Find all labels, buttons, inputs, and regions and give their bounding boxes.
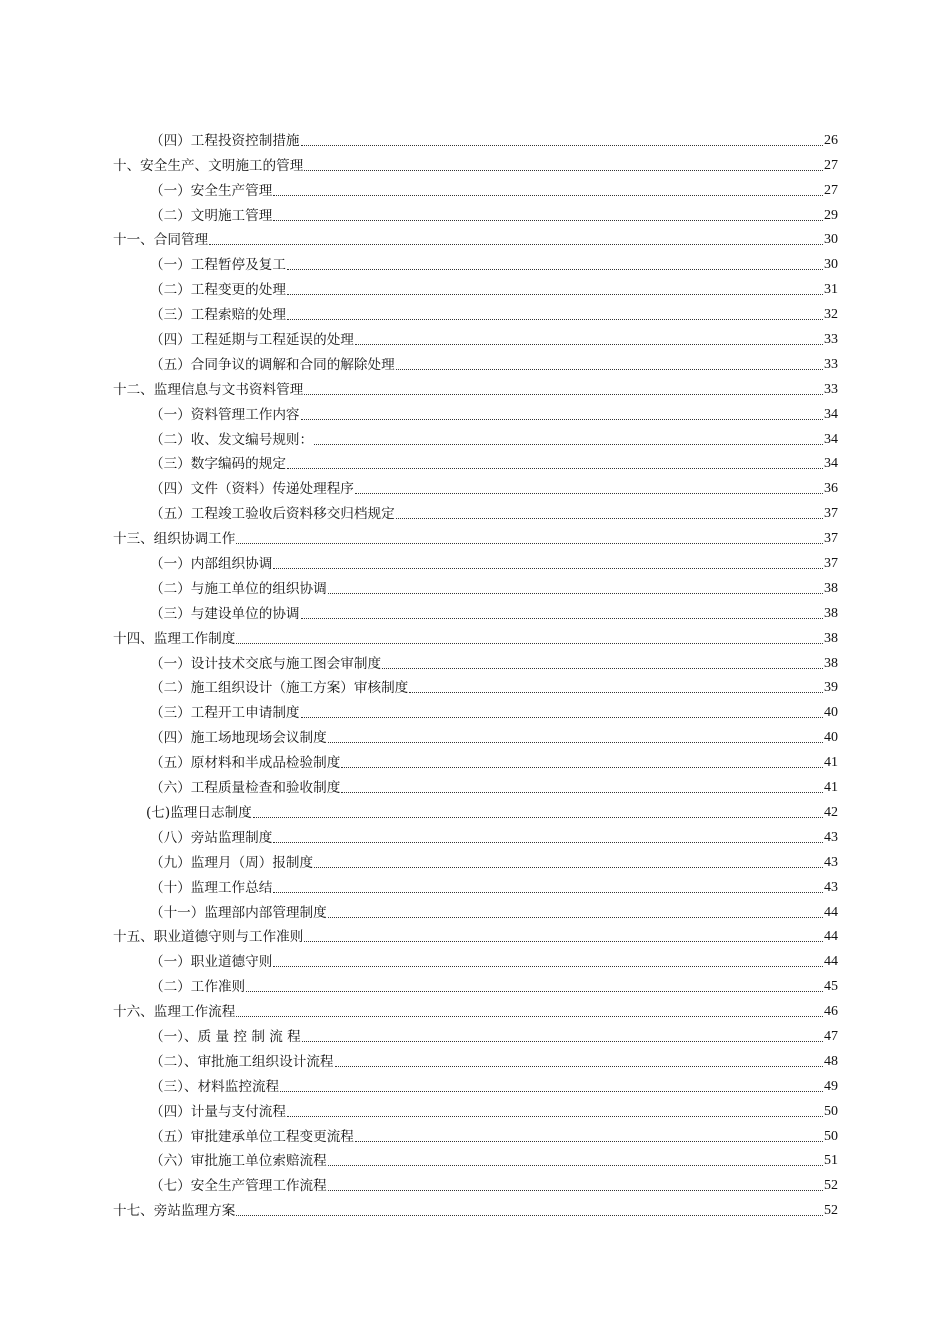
toc-entry-title: （四）工程延期与工程延误的处理 (150, 332, 354, 349)
toc-entry-title: （五）审批建承单位工程变更流程 (150, 1128, 354, 1145)
toc-entry-page-number: 49 (824, 1078, 838, 1094)
toc-entry-title: （一）内部组织协调 (150, 556, 273, 573)
toc-entry[interactable] (113, 298, 838, 323)
dot-leader (273, 567, 823, 569)
toc-entry[interactable] (113, 647, 838, 672)
toc-entry-page-number: 52 (824, 1203, 838, 1219)
toc-entry-title: 十五、职业道德守则与工作准则 (113, 929, 304, 946)
table-of-contents (113, 124, 838, 1219)
dot-leader (304, 940, 823, 942)
toc-entry-page-number: 33 (824, 332, 838, 348)
toc-entry-title: （一）工程暂停及复工 (150, 257, 286, 274)
toc-entry-title: 十六、监理工作流程 (113, 1004, 236, 1021)
dot-leader (335, 1065, 823, 1067)
toc-entry-page-number: 29 (824, 207, 838, 223)
toc-entry-title: （六）审批施工单位索赔流程 (150, 1153, 327, 1170)
toc-entry[interactable] (113, 796, 838, 821)
toc-entry-title: （一）资料管理工作内容 (150, 406, 300, 423)
toc-entry-page-number: 41 (824, 780, 838, 796)
dot-leader (301, 716, 823, 718)
dot-leader (253, 816, 823, 818)
dot-leader (304, 169, 823, 171)
toc-entry-title: 十三、组织协调工作 (113, 531, 236, 548)
toc-entry-title: 十七、旁站监理方案 (113, 1203, 236, 1220)
toc-entry[interactable] (113, 821, 838, 846)
dot-leader (273, 891, 823, 893)
toc-entry-title: （四）工程投资控制措施 (150, 132, 300, 149)
toc-entry-page-number: 50 (824, 1128, 838, 1144)
dot-leader (301, 418, 823, 420)
dot-leader (236, 542, 823, 544)
toc-entry[interactable] (113, 1095, 838, 1120)
toc-entry[interactable] (113, 522, 838, 547)
toc-entry-page-number: 46 (824, 1004, 838, 1020)
toc-entry[interactable] (113, 199, 838, 224)
toc-entry-page-number: 37 (824, 506, 838, 522)
dot-leader (287, 268, 823, 270)
dot-leader (328, 1189, 823, 1191)
dot-leader (273, 965, 823, 967)
dot-leader (382, 667, 823, 669)
toc-entry-page-number: 27 (824, 182, 838, 198)
toc-entry-page-number: 48 (824, 1053, 838, 1069)
toc-entry-page-number: 32 (824, 307, 838, 323)
dot-leader (273, 841, 823, 843)
toc-entry-title: （五）工程竣工验收后资料移交归档规定 (150, 506, 395, 523)
toc-entry[interactable] (113, 1120, 838, 1145)
toc-entry-title: 十二、监理信息与文书资料管理 (113, 381, 304, 398)
toc-entry-page-number: 26 (824, 132, 838, 148)
toc-entry[interactable] (113, 871, 838, 896)
toc-entry-page-number: 38 (824, 605, 838, 621)
toc-entry-title: （三）工程开工申请制度 (150, 705, 300, 722)
dot-leader (314, 443, 823, 445)
toc-entry-page-number: 44 (824, 954, 838, 970)
toc-entry-page-number: 51 (824, 1153, 838, 1169)
toc-entry[interactable] (113, 1145, 838, 1170)
dot-leader (409, 691, 823, 693)
toc-entry-page-number: 31 (824, 282, 838, 298)
toc-entry[interactable] (113, 622, 838, 647)
dot-leader (301, 144, 823, 146)
dot-leader (355, 343, 823, 345)
toc-entry[interactable] (113, 746, 838, 771)
toc-entry-title: （十一）监理部内部管理制度 (150, 904, 327, 921)
toc-entry-page-number: 30 (824, 232, 838, 248)
toc-entry[interactable] (113, 572, 838, 597)
toc-entry[interactable] (113, 323, 838, 348)
toc-entry[interactable] (113, 1194, 838, 1219)
toc-entry-page-number: 43 (824, 829, 838, 845)
toc-entry-title: （五）合同争议的调解和合同的解除处理 (150, 356, 395, 373)
toc-entry-title: （一）职业道德守则 (150, 954, 273, 971)
toc-entry-page-number: 47 (824, 1028, 838, 1044)
dot-leader (328, 916, 823, 918)
toc-entry-title: （二）文明施工管理 (150, 207, 273, 224)
dot-leader (209, 243, 823, 245)
toc-entry-page-number: 34 (824, 456, 838, 472)
toc-entry-title: 十四、监理工作制度 (113, 630, 236, 647)
dot-leader (287, 318, 823, 320)
dot-leader (236, 1214, 823, 1216)
toc-entry-title: （六）工程质量检查和验收制度 (150, 780, 341, 797)
dot-leader (287, 293, 823, 295)
dot-leader (341, 766, 823, 768)
toc-entry-title: (七)监理日志制度 (146, 804, 252, 821)
toc-entry-page-number: 38 (824, 580, 838, 596)
toc-entry[interactable] (113, 771, 838, 796)
toc-entry-title: （四）计量与支付流程 (150, 1103, 286, 1120)
toc-entry[interactable] (113, 696, 838, 721)
toc-entry-title: （一）安全生产管理 (150, 182, 273, 199)
dot-leader (396, 368, 823, 370)
toc-entry[interactable] (113, 224, 838, 249)
toc-entry-title: （十）监理工作总结 (150, 879, 273, 896)
toc-entry-title: （三）工程索赔的处理 (150, 307, 286, 324)
toc-entry[interactable] (113, 423, 838, 448)
dot-leader (355, 1140, 823, 1142)
toc-entry-page-number: 34 (824, 431, 838, 447)
toc-entry[interactable] (113, 373, 838, 398)
dot-leader (236, 1015, 823, 1017)
dot-leader (328, 592, 823, 594)
toc-entry-title: （二）工作准则 (150, 979, 246, 996)
toc-entry[interactable] (113, 945, 838, 970)
toc-entry[interactable] (113, 721, 838, 746)
dot-leader (396, 517, 823, 519)
toc-entry-title: （四）施工场地现场会议制度 (150, 730, 327, 747)
dot-leader (328, 741, 823, 743)
toc-entry-page-number: 43 (824, 879, 838, 895)
toc-entry-page-number: 43 (824, 854, 838, 870)
toc-entry[interactable] (113, 672, 838, 697)
toc-entry-title: （二）、审批施工组织设计流程 (150, 1053, 334, 1070)
toc-entry[interactable] (113, 448, 838, 473)
toc-entry-title: （八）旁站监理制度 (150, 829, 273, 846)
toc-entry-page-number: 40 (824, 705, 838, 721)
toc-entry[interactable] (113, 547, 838, 572)
toc-entry-page-number: 38 (824, 655, 838, 671)
toc-entry-title: （二）施工组织设计（施工方案）审核制度 (150, 680, 409, 697)
dot-leader (302, 1040, 823, 1042)
dot-leader (328, 1164, 823, 1166)
toc-entry-title: 十一、合同管理 (113, 232, 209, 249)
toc-entry[interactable] (113, 597, 838, 622)
toc-entry[interactable] (113, 398, 838, 423)
toc-entry[interactable] (113, 1169, 838, 1194)
toc-entry[interactable] (113, 921, 838, 946)
dot-leader (280, 1090, 823, 1092)
dot-leader (341, 791, 823, 793)
toc-entry[interactable] (113, 348, 838, 373)
toc-entry[interactable] (113, 497, 838, 522)
dot-leader (304, 393, 823, 395)
toc-entry[interactable] (113, 273, 838, 298)
toc-entry-page-number: 45 (824, 979, 838, 995)
toc-entry-page-number: 37 (824, 556, 838, 572)
toc-entry[interactable] (113, 174, 838, 199)
toc-entry[interactable] (113, 124, 838, 149)
toc-entry-title: 十、安全生产、文明施工的管理 (113, 157, 304, 174)
toc-entry[interactable] (113, 846, 838, 871)
toc-entry-page-number: 44 (824, 929, 838, 945)
toc-entry-title: （一）、质 量 控 制 流 程 (150, 1028, 301, 1045)
toc-entry[interactable] (113, 1020, 838, 1045)
toc-entry-page-number: 38 (824, 630, 838, 646)
toc-entry-title: （二）收、发文编号规则： (150, 431, 314, 448)
dot-leader (301, 617, 823, 619)
toc-entry-page-number: 27 (824, 157, 838, 173)
toc-entry[interactable] (113, 995, 838, 1020)
dot-leader (355, 492, 823, 494)
toc-entry[interactable] (113, 472, 838, 497)
dot-leader (273, 219, 823, 221)
toc-entry-page-number: 37 (824, 531, 838, 547)
toc-entry-page-number: 40 (824, 730, 838, 746)
toc-entry-page-number: 50 (824, 1103, 838, 1119)
dot-leader (236, 642, 823, 644)
toc-entry-page-number: 39 (824, 680, 838, 696)
toc-entry[interactable] (113, 970, 838, 995)
dot-leader (273, 194, 823, 196)
toc-entry-title: （一）设计技术交底与施工图会审制度 (150, 655, 382, 672)
dot-leader (287, 467, 823, 469)
toc-entry-title: （五）原材料和半成品检验制度 (150, 755, 341, 772)
toc-entry[interactable] (113, 1070, 838, 1095)
dot-leader (287, 1115, 823, 1117)
toc-entry[interactable] (113, 149, 838, 174)
toc-entry-page-number: 30 (824, 257, 838, 273)
toc-entry[interactable] (113, 1045, 838, 1070)
toc-entry-page-number: 41 (824, 755, 838, 771)
toc-entry[interactable] (113, 896, 838, 921)
toc-entry-page-number: 33 (824, 381, 838, 397)
toc-entry-page-number: 34 (824, 406, 838, 422)
toc-entry-title: （三）与建设单位的协调 (150, 605, 300, 622)
toc-entry-title: （二）工程变更的处理 (150, 282, 286, 299)
toc-entry-title: （九）监理月（周）报制度 (150, 854, 314, 871)
toc-entry-page-number: 52 (824, 1178, 838, 1194)
toc-entry-page-number: 33 (824, 356, 838, 372)
toc-entry-title: （三）、材料监控流程 (150, 1078, 280, 1095)
toc-entry-page-number: 42 (824, 804, 838, 820)
toc-entry[interactable] (113, 248, 838, 273)
toc-entry-title: （四）文件（资料）传递处理程序 (150, 481, 354, 498)
dot-leader (246, 990, 823, 992)
toc-entry-page-number: 44 (824, 904, 838, 920)
toc-entry-title: （二）与施工单位的组织协调 (150, 580, 327, 597)
toc-entry-page-number: 36 (824, 481, 838, 497)
toc-entry-title: （七）安全生产管理工作流程 (150, 1178, 327, 1195)
dot-leader (314, 866, 823, 868)
toc-entry-title: （三）数字编码的规定 (150, 456, 286, 473)
